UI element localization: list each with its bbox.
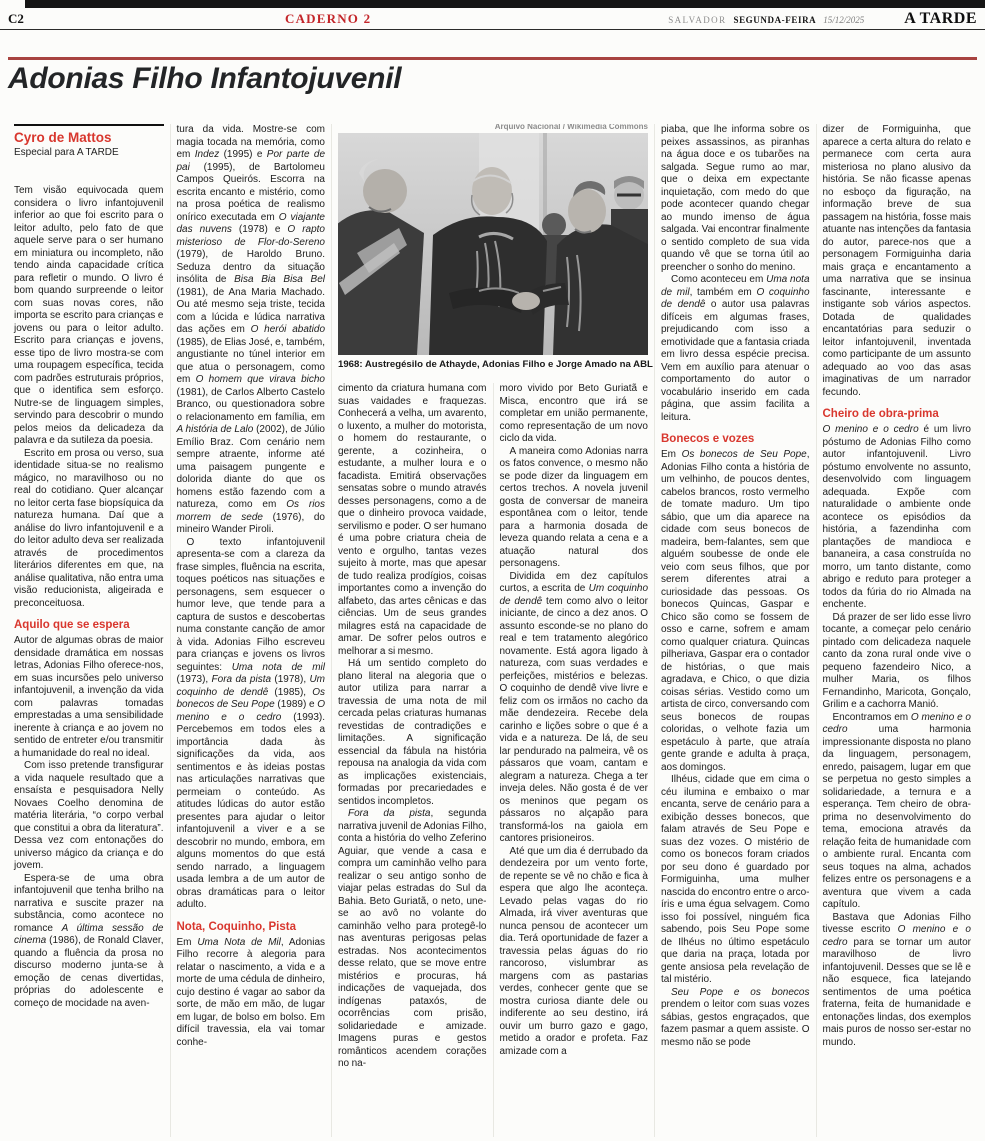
masthead <box>0 8 985 30</box>
headline-red-rule <box>8 57 977 60</box>
city-label: SALVADOR <box>668 15 727 25</box>
top-black-bar <box>25 0 985 8</box>
paragraph: Dá prazer de ser lido esse livro tocante, a começar pelo cenário pintado com delicadeza naquele canto da zona rural onde vive o pequeno fazendeiro Nico, a mulher Maria, os filhos Fernandinho, Maricota, Gonçalo, Grilim e a cachorra Manió. <box>822 611 971 710</box>
paragraph: Em Os bonecos de Seu Pope, Adonias Filho conta a história de um velhinho, de poucos dentes, cabelos brancos, rosto vermelho de tomate maduro. Um tipo sábio, que um dia aparece na cidade com seus bonecos de madeira, bem-falantes, sem que alguém soubesse de onde ele veio com seus filhos, que por serem diferentes atrai a curiosidade das pessoas. Os bonecos Quincas, Gaspar e Chico são como se fossem de osso e carne, sofrem e amam como qualquer criatura. Quincas pilheriava, Gaspar era o contador de histórias, o que mais agradava, e Chico, o que dizia coisas sérias. Vestido como um artista de circo, conversando com seus bonecos de roupas coloridas, o velhote fazia um espetáculo à parte, que atraía gente grande e adulta à praça, aos domingos. <box>661 449 810 773</box>
paragraph: Seu Pope e os bonecos prendem o leitor com suas vozes sábias, gestos engraçados, que fazem pasmar a quem assiste. O mesmo não se pode <box>661 986 810 1048</box>
paragraph: Encontramos em O menino e o cedro uma harmonia impressionante disposta no plano da linguagem, personagem, enredo, paisagem, lugar em que se perpetua no gesto simples a solidariedade, a ternura e a esperança. Tem cheiro de obra-prima no desenvolvimento do tema, emociona através da relação feita de humanidade com o ambiente rural. Encanta com seus toques na alma, achados felizes entre os personagens e a aventura que vivem a cada capítulo. <box>822 711 971 910</box>
paragraph: Dividida em dez capítulos curtos, a escrita de Um coquinho de dendê tem como alvo o leitor iniciante, de cinco a dez anos. O assunto esconde-se no plano do real e tem tratamento alegórico novamente. Está agora ligado à natureza, com suas verdades e perfeições, mistérios e belezas. O coquinho de dendê vive livre e feliz com os irmãos no cacho da mãe dendezeira. Recebe dela carinho e lições sobre o que é a vida e a natureza. De lá, de seu lar pendurado na palmeira, vê os pássaros que voam, cantam e alegram a natureza. Chega a ter inveja deles. Não gosta é de ver os meninos que pegam os pássaros no alçapão para transformá-los na gaiola em cantores prisioneiros. <box>499 570 648 844</box>
article-column-2 <box>170 124 332 1137</box>
paragraph: Bastava que Adonias Filho tivesse escrito O menino e o cedro para se tornar um autor maravilhoso de livro infantojuvenil. Desses que se lê e não esquece, fica latejando sentimentos de uma poética fraterna, feita de humanidade e entonações lindas, dos exemplos mais puros de nosso ser-estar no mundo. <box>822 911 971 1048</box>
section-subhead: Bonecos e vozes <box>661 433 755 445</box>
article-body <box>8 124 977 1137</box>
photo-and-columns <box>331 124 654 1137</box>
date-label: 15/12/2025 <box>823 15 865 25</box>
byline-author: Cyro de Mattos <box>14 130 112 145</box>
paragraph: Espera-se de uma obra infantojuvenil que tenha brilho na narrativa e suscite prazer na substância, como acontece no romance A última sessão de cinema (1986), de Ronald Claver, quando a fluência da prosa no discurso moderno junta-se à emoção de cenas divertidas, próprias do adolescente e começo de mocidade na aven- <box>14 872 164 1009</box>
paragraph: dizer de Formiguinha, que aparece a certa altura do relato e permanece com certa aura misteriosa no plano alusivo da história. Se não ficasse apenas no esboço da figuração, na informação breve de sua passagem na história, fosse mais atuante nas intenções da fantasia do autor, parece-nos que a personagem Formiguinha daria mais graça e encantamento a uma narrativa que se insinua fascinante, interessante e instigante sob vários aspectos. Dotada de qualidades encantatórias para seduzir o leitor infantojuvenil, inventada como participante de um assunto adequado ao voo das asas imaginativas de um narrador fecundo. <box>822 124 971 398</box>
weekday-label: SEGUNDA-FEIRA <box>733 15 817 25</box>
paragraph: Autor de algumas obras de maior densidade dramática em nossas letras, Adonias Filho oferece-nos, em suas incursões pelo universo infantojuvenil, a invenção da vida com palavras tomadas emprestadas a uma sensibilidade inerente à criança e ao jovem no sentido de entreter e/ou transmitir a humanidade do real no ideal. <box>14 635 164 759</box>
paragraph: O texto infantojuvenil apresenta-se com a clareza da frase simples, fluência na escrita, toques poéticos nas situações e personagens, sem esquecer o humor leve, que tende para a captura de sustos e descobertas numa constante canção de amor à vida. Adonias Filho escreveu para crianças e jovens os livros seguintes: Uma nota de mil (1973), Fora da pista (1978), Um coquinho de dendê (1985), Os bonecos de Seu Pope (1989) e O menino e o cedro (1993). Percebemos em todos eles a importância dada às significações da vida, aos sentimentos e às ideias postas nas articulações narrativas que permeiam o conteúdo. As atitudes lúdicas do autor estão presentes para ajudar o leitor infantojuvenil a viver e a se descobrir no mundo, embora, em alguns momentos do que está sendo narrado, a linguagem usada lembra a de um autor de obras dramáticas para o leitor adulto. <box>176 536 326 910</box>
section-name: CADERNO 2 <box>285 11 372 26</box>
section-subhead: Aquilo que se espera <box>14 619 130 631</box>
section-subhead: Cheiro de obra-prima <box>822 408 939 420</box>
paragraph: Escrito em prosa ou verso, sua identidade situa-se no realismo mágico, no maravilhoso ou no real do cotidiano. Quer alcançar no leitor certa fase biopsíquica da natureza humana. Daí que a análise do livro infantojuvenil e a do leitor adulto deva ser realizada através de procedimentos literários diferentes em que, na análise qualitativa, não entra uma visão reducionista, aligeirada e preconceituosa. <box>14 447 164 609</box>
paragraph: A maneira como Adonias narra os fatos convence, o mesmo não se pode dizer da linguagem em certos trechos. A novela juvenil gosta de conversar de maneira espontânea com o leitor, tende para a harmonia dosada de leveza quando relata a cena e a atuação natural dos personagens. <box>499 445 648 569</box>
paragraph: Fora da pista, segunda narrativa juvenil de Adonias Filho, conta a história do velho Zeferino Aguiar, que vende a casa e compra um caminhão velho para realizar o seu antigo sonho de viajar pelas estradas do Sul da Bahia. Beto Guriatã, o neto, une-se ao avô no volante do caminhão velho para protegê-lo nas aventuras perigosas pelas estradas. Nos acontecimentos desse relato, que se move entre mistérios e procuras, há indicações de vaquejada, dos indígenas pataxós, de ocorrências com prisão, solidariedade e amizade. Imagens puras e gestos românticos acendem corações no na- <box>338 808 487 1069</box>
article-column-1 <box>8 124 170 1137</box>
paragraph: Como aconteceu em Uma nota de mil, também em O coquinho de dendê o autor usa palavras difíceis em algumas frases, prejudicando com isso a emotividade que a fantasia criada em livro dessa espécie precisa. Vem em auxílio para atenuar o comportamento do autor o vocabulário inserido em cada página, que assim facilita a leitura. <box>661 274 810 423</box>
byline <box>14 124 164 158</box>
masthead-right <box>668 10 977 28</box>
article-column-3 <box>338 383 493 1137</box>
paragraph: tura da vida. Mostre-se com magia tocada na memória, como em Indez (1995) e Por parte de pai (1995), de Bartolomeu Campos Queirós. Escorra na escrita encanto e mistério, como na prosa poética de realismo onírico executada em O viajante das nuvens (1978) e O rapto misterioso de Flor-do-Sereno (1979), de Haroldo Bruno. Seduza dentro da situação insólita de Bisa Bia Bisa Bel (1981), de Ana Maria Machado. Ou até mesmo seja triste, tecida com a lúcida e lúdica narrativa das ações em O herói abatido (1985), de Elias José, e, também, angustiante no túnel interior em que atua o personagem, como em O homem que virava bicho (1981), de Carlos Alberto Castelo Branco, ou questionadora sobre o relacionamento em família, em A história de Lalo (2002), de Júlio Emílio Braz. Com cenário nem sempre atraente, informe até uma paisagem pungente e dolorida diante do que os homens estão fazendo com a natureza, como em Os rios morrem de sede (1976), do mineiro Wander Piroli. <box>176 124 326 535</box>
article-column-5 <box>654 124 816 1137</box>
paragraph: Há um sentido completo do plano literal na alegoria que o autor utiliza para narrar a travessia de uma nota de mil cercada pelas criaturas humanas revestidas de contradições e limitações. A significação essencial da fábula na história repousa na analogia da vida com as implicações existenciais, formadas por precariedades e sentidos incompletos. <box>338 658 487 807</box>
photo-caption: 1968: Austregésilo de Athayde, Adonias Filho e Jorge Amado na ABL <box>338 359 653 370</box>
paragraph: Ilhéus, cidade que em cima o céu ilumina e embaixo o mar encanta, serve de cenário para a exibição desses bonecos, que falam através de Seu Pope e suas dez vozes. O mistério de como os bonecos foram criados por seu dono é guardado por Formiguinha, uma mulher nascida do encontro entre o arco-íris e uma égua selvagem. Como isso foi possível, ninguém fica sabendo, pois Seu Pope some de Ilhéus no último espetáculo que daria na praça, lotada por gente ansiosa pela revelação de tal mistério. <box>661 774 810 985</box>
paragraph: O menino e o cedro é um livro póstumo de Adonias Filho como autor infantojuvenil. Livro póstumo envolvente no assunto, desenvolvido com linguagem adequada. Expõe com naturalidade o ambiente onde acontece os episódios da história, a fazendinha com plantações de mandioca e bananeira, a casa construída no morro, um tanto distante, como abrigo e reduto para proteger a todos da fúria do rio Almada na enchente. <box>822 424 971 610</box>
paragraph: Em Uma Nota de Mil, Adonias Filho recorre à alegoria para relatar o nascimento, a vida e a morte de uma cédula de dinheiro, cujo destino é vagar ao sabor da sorte, de mão em mão, de lugar em lugar, de bolso em bolso. Em difícil travessia, ela vai tomar conhe- <box>176 936 326 1048</box>
page-number: C2 <box>8 11 24 26</box>
photo-text-columns <box>338 383 648 1137</box>
byline-role: Especial para A TARDE <box>14 147 119 158</box>
article-column-4 <box>493 383 649 1137</box>
paragraph: Com isso pretende transfigurar a vida naquele resultado que a ensaísta e pesquisadora Nelly Novaes Coelho denomina de matéria literária, “o corpo verbal que constitui a obra da literatura”. Dessa vez com entonações do universo mágico da criança e do jovem. <box>14 760 164 871</box>
page-title: Adonias Filho Infantojuvenil <box>8 62 402 95</box>
paragraph: Até que um dia é derrubado da dendezeira por um vento forte, de repente se vê no chão e fica à espera que algo lhe aconteça. Levado pelas vagas do rio Almada, irá viver aventuras que nunca pensou de acontecer um dia. Terá oportunidade de fazer a travessia pelas águas do rio rancoroso, vislumbrar as margens com as pastarias verdes, conhecer gente que se mostra curiosa diante dele ou indiferente ao seu destino, irá ouvir um burro gazo e gago, metido a orador e profeta. Faz amizade com a <box>499 845 648 1057</box>
paragraph: moro vivido por Beto Guriatã e Misca, encontro que irá se completar em união permanente, como representação de um novo ciclo da vida. <box>499 383 648 444</box>
newspaper-masthead: A TARDE <box>904 10 977 27</box>
section-subhead: Nota, Coquinho, Pista <box>176 920 296 933</box>
article-column-6 <box>816 124 978 1137</box>
paragraph: piaba, que lhe informa sobre os peixes assassinos, as piranhas na água doce e os tubarões na salgada. Segue rumo ao mar, que o deixa em expectante inquietação, com medo do que pode acontecer quando chegar ao mundo imenso de água salgada. Vai encontrar finalmente o sentido completo de sua vida quando vê que se torna útil ao preencher o sonho do menino. <box>661 124 810 273</box>
photo-three-men-abl <box>338 133 648 355</box>
photo-illustration <box>338 133 648 355</box>
photo-credit: Arquivo Nacional / Wikimedia Commons <box>494 124 648 131</box>
paragraph: cimento da criatura humana com suas vaidades e fraquezas. Conhecerá a velha, um avarento, o luxento, a mulher do motorista, o homem do restaurante, o gerente, a cozinheira, o estudante, a mulher loura e o facadista. Emitirá observações sensatas sobre o mundo através desses personagens, como a de que o dinheiro provoca vaidade, servilismo e poder. O ser humano é uma pobre criatura cheia de vento e orgulho, tantas vezes sujeito à morte, mas que apesar de tudo realiza prodígios, coisas importantes como a invenção do alfabeto, das artes cênicas e das ciências. Um de seus grandes milagres está na capacidade de amar. De sofrer pelos outros e melhorar a si mesmo. <box>338 383 487 657</box>
paragraph: Tem visão equivocada quem considera o livro infantojuvenil inferior ao que foi escrito para o leitor adulto, pelo fato de que aquele serve para o ser humano em miniatura ou incompleto, não tendo ainda capacidade crítica para refletir o mundo. O livro é bom quando surpreende o leitor com suas novas cores, não importa se escrito para crianças e jovens ou para o leitor adulto. Escrito para crianças e jovens, esse tipo de livro mostra-se com uma roupagem específica, tecida com padrões estruturais próprios, que o identifica sem esforço. Nutre-se de linguagem simples, servindo para descobrir o mundo pelos meios da delicadeza da palavra e da sutileza da poesia. <box>14 185 164 446</box>
